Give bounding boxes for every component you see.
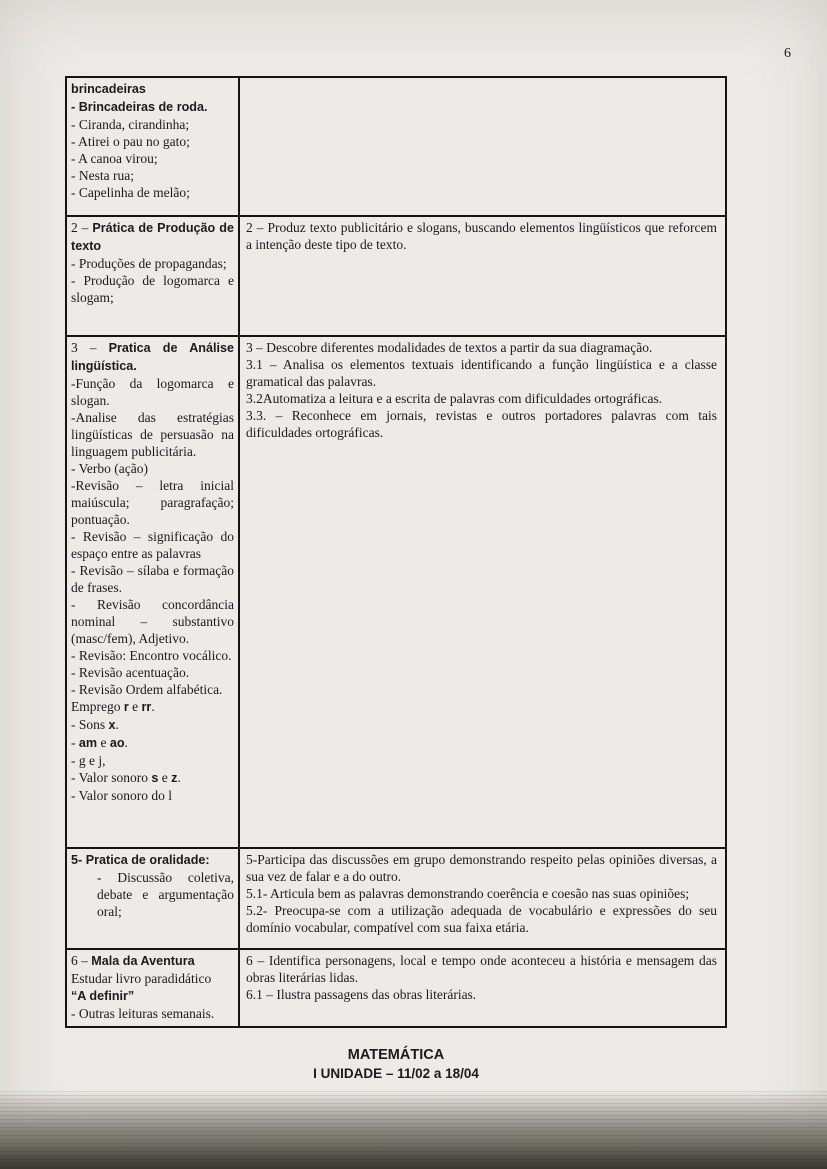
- paragraph: [246, 902, 717, 936]
- page-number: 6: [784, 46, 791, 61]
- footer-title: MATEMÁTICA: [347, 1047, 445, 1063]
- text-run-bold: z: [171, 771, 178, 785]
- text-run: e: [128, 699, 142, 714]
- text-run: .: [124, 735, 128, 750]
- paragraph: [71, 116, 234, 133]
- text-run: 5.1- Articula bem as palavras demonstrando coerência e coesão nas suas opiniões;: [246, 886, 690, 901]
- text-run: -Analise das estratégias lingüísticas de persuasão na linguagem publicitária.: [71, 410, 234, 459]
- text-run: - Atirei o pau no gato;: [71, 134, 190, 149]
- text-run: 3 –: [71, 340, 109, 355]
- paragraph: [246, 219, 717, 253]
- text-run: - Revisão – sílaba e formação de frases.: [71, 563, 234, 595]
- paragraph: [71, 851, 234, 869]
- paragraph: [71, 698, 234, 716]
- text-run-bold: ao: [109, 736, 125, 750]
- text-run-bold: Mala da Aventura: [91, 954, 195, 968]
- text-run: 3.3. – Reconhece em jornais, revistas e outros portadores palavras com tais dificuldades ortográficas.: [246, 408, 717, 440]
- cell-right: [240, 78, 725, 215]
- text-run: 3.2Automatiza a leitura e a escrita de palavras com dificuldades ortográficas.: [246, 391, 663, 406]
- text-run: - Revisão acentuação.: [71, 665, 190, 680]
- paragraph: [71, 769, 234, 787]
- text-run: - Revisão concordância nominal – substantivo (masc/fem), Adjetivo.: [71, 597, 234, 646]
- paragraph: [71, 219, 234, 255]
- text-run: -Revisão – letra inicial maiúscula; paragrafação; pontuação.: [71, 478, 234, 527]
- table-row: [67, 337, 725, 849]
- text-run: 3 – Descobre diferentes modalidades de textos a partir da sua diagramação.: [246, 340, 653, 355]
- paragraph: [71, 528, 234, 562]
- text-run: - Verbo (ação): [71, 461, 148, 476]
- text-run: 6 –: [71, 953, 92, 968]
- paragraph: [71, 596, 234, 647]
- paragraph: [71, 272, 234, 306]
- text-run: - Revisão – significação do espaço entre as palavras: [71, 529, 234, 561]
- table-row: [67, 78, 725, 217]
- text-run: .: [151, 699, 155, 714]
- text-run: - Valor sonoro: [71, 770, 152, 785]
- text-run: -: [71, 735, 79, 750]
- paragraph: [71, 375, 234, 409]
- paragraph: [71, 167, 234, 184]
- paragraph: [71, 970, 234, 987]
- text-run-bold: brincadeiras: [71, 82, 146, 96]
- paragraph: [71, 681, 234, 698]
- text-run-bold: x: [108, 718, 116, 732]
- footer-subtitle: I UNIDADE – 11/02 a 18/04: [313, 1066, 479, 1081]
- text-run-bold: Prática de Produção de texto: [71, 221, 234, 253]
- paragraph: [71, 647, 234, 664]
- cell-left: [67, 217, 240, 335]
- text-run: e: [97, 735, 110, 750]
- text-run: - Nesta rua;: [71, 168, 134, 183]
- cell-left: [67, 337, 240, 847]
- text-run: .: [115, 717, 119, 732]
- cell-left: [67, 78, 240, 215]
- cell-left: [67, 849, 240, 948]
- text-run: - Revisão: Encontro vocálico.: [71, 648, 232, 663]
- cell-right: [240, 337, 725, 847]
- text-run: - A canoa virou;: [71, 151, 158, 166]
- cell-right: [240, 950, 725, 1026]
- paragraph: [71, 460, 234, 477]
- paragraph: [71, 477, 234, 528]
- paragraph: [71, 184, 234, 201]
- text-run: - Sons: [71, 717, 109, 732]
- paragraph: [71, 133, 234, 150]
- paragraph: [71, 752, 234, 769]
- text-run: 2 –: [71, 220, 93, 235]
- cell-right: [240, 849, 725, 948]
- paragraph: [246, 952, 717, 986]
- paragraph: [71, 869, 234, 920]
- text-run: 6.1 – Ilustra passagens das obras literárias.: [246, 987, 477, 1002]
- paragraph: [71, 409, 234, 460]
- text-run: - Outras leituras semanais.: [71, 1006, 215, 1021]
- paragraph: [71, 734, 234, 752]
- text-run: - Produções de propagandas;: [71, 256, 227, 271]
- text-run: - g e j,: [71, 753, 106, 768]
- paragraph: [71, 562, 234, 596]
- lesson-table: [65, 76, 727, 1028]
- paragraph: [71, 987, 234, 1005]
- paragraph: [71, 80, 234, 98]
- table-row: [67, 849, 725, 950]
- paragraph: [246, 851, 717, 885]
- scan-artifact: [0, 1091, 827, 1169]
- paragraph: [246, 356, 717, 390]
- text-run: 2 – Produz texto publicitário e slogans, buscando elementos lingüísticos que reforcem a intenção deste tipo de texto.: [246, 220, 717, 252]
- text-run-bold: am: [78, 736, 98, 750]
- text-run: 6 – Identifica personagens, local e tempo onde aconteceu a história e mensagem das obras literárias lidas.: [246, 953, 717, 985]
- text-run: Estudar livro paradidático: [71, 971, 212, 986]
- text-run-bold: r: [123, 700, 129, 714]
- text-run-bold: 5- Pratica de oralidade:: [71, 853, 210, 867]
- text-run: 3.1 – Analisa os elementos textuais identificando a função lingüística e a classe gramatical das palavras.: [246, 357, 717, 389]
- text-run-bold: “A definir”: [71, 989, 135, 1003]
- paragraph: [71, 664, 234, 681]
- text-run: 5-Participa das discussões em grupo demonstrando respeito pelas opiniões diversas, a sua vez de falar e a do outro.: [246, 852, 717, 884]
- paragraph: [246, 885, 717, 902]
- paragraph: [71, 98, 234, 116]
- text-run-bold: s: [151, 771, 159, 785]
- text-run: -Função da logomarca e slogan.: [71, 376, 234, 408]
- text-run: - Ciranda, cirandinha;: [71, 117, 190, 132]
- paragraph: [71, 150, 234, 167]
- paragraph: [246, 407, 717, 441]
- paragraph: [246, 986, 717, 1003]
- cell-left: [67, 950, 240, 1026]
- paragraph: [71, 787, 234, 804]
- text-run: Emprego: [71, 699, 124, 714]
- text-run: - Revisão Ordem alfabética.: [71, 682, 223, 697]
- paragraph: [246, 390, 717, 407]
- text-run: - Produção de logomarca e slogam;: [71, 273, 234, 305]
- paragraph: [71, 339, 234, 375]
- text-run-bold: Pratica de Análise lingüística.: [71, 341, 234, 373]
- text-run-bold: rr: [141, 700, 152, 714]
- paragraph: [71, 1005, 234, 1022]
- text-run: .: [177, 770, 181, 785]
- table-row: [67, 217, 725, 337]
- paragraph: [71, 952, 234, 970]
- text-run: - Capelinha de melão;: [71, 185, 190, 200]
- cell-right: [240, 217, 725, 335]
- paragraph: [71, 255, 234, 272]
- paragraph: [71, 716, 234, 734]
- text-run-bold: - Brincadeiras de roda.: [71, 100, 208, 114]
- text-run: - Discussão coletiva, debate e argumentação oral;: [97, 870, 234, 919]
- text-run: - Valor sonoro do l: [71, 788, 172, 803]
- footer-heading: [65, 1046, 727, 1083]
- text-run: e: [158, 770, 172, 785]
- table-row: [67, 950, 725, 1026]
- paragraph: [246, 339, 717, 356]
- text-run: 5.2- Preocupa-se com a utilização adequada de vocabulário e expressões do seu domínio vocabular, compatível com sua faixa etária.: [246, 903, 717, 935]
